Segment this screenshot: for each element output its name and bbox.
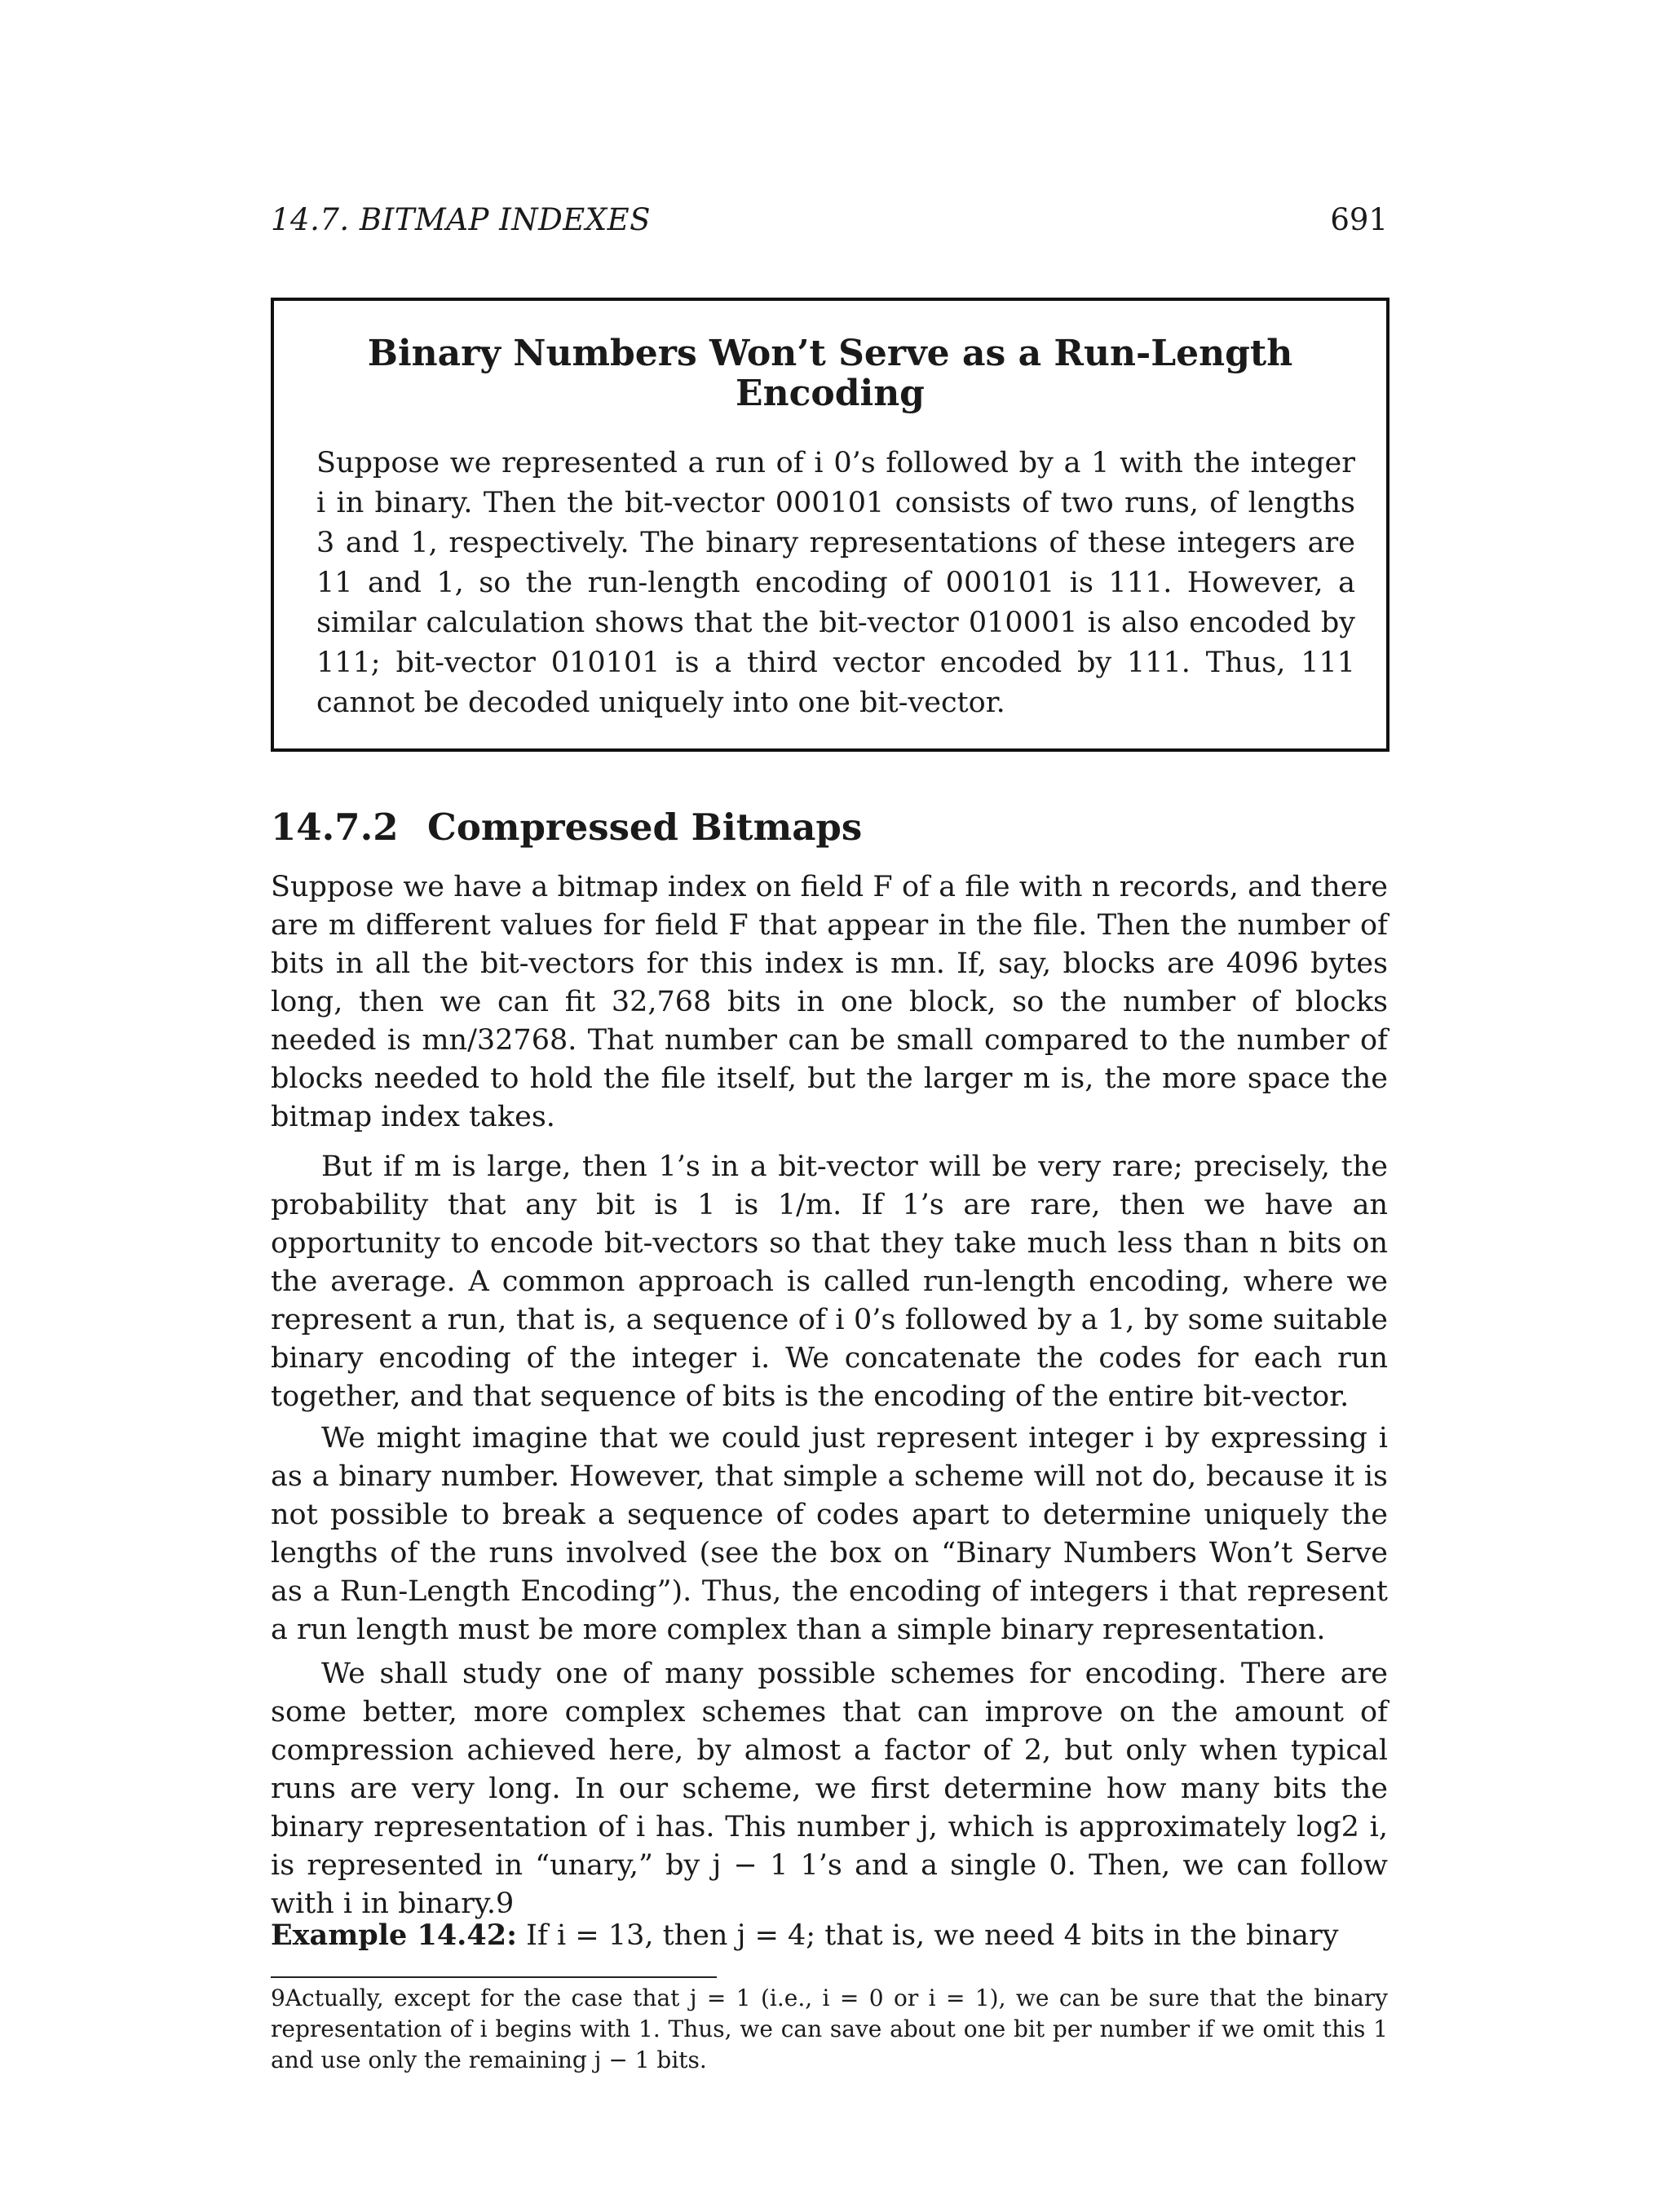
example-line [271, 1916, 1388, 1955]
paragraph-3: We might imagine that we could just represent integer i by expressing i as a binary number. However, that simple a scheme will not do, because it is not possible to break a sequence of codes apart to determine uniquely the lengths of the runs involved (see the box on “Binary Numbers Won’t Serve as a Run-Length Encoding”). Thus, the encoding of integers i that represent a run length must be more complex than a simple binary representation. [271, 1422, 1388, 1646]
page-number: 691 [1330, 202, 1388, 237]
example-text: If i = 13, then j = 4; that is, we need 4 bits in the binary [526, 1919, 1339, 1952]
section-title: Compressed Bitmaps [427, 806, 863, 849]
sidebar-box [271, 298, 1389, 752]
running-head: 14.7. BITMAP INDEXES [271, 202, 652, 237]
section-number: 14.7.2 [271, 806, 399, 849]
example-label: Example 14.42: [271, 1918, 517, 1952]
box-title [274, 333, 1386, 413]
footnote: 9Actually, except for the case that j = 1 (i.e., i = 0 or i = 1), we can be sure that the binary representation of i begins with 1. Thus, we can save about one bit per number if we omit this 1 and use only the remaining j − 1 bits. [271, 1985, 1388, 2073]
box-title-line-2: Encoding [736, 373, 925, 414]
section-heading [271, 806, 862, 849]
footnote-rule [271, 1976, 717, 1978]
box-body: Suppose we represented a run of i 0’s followed by a 1 with the integer i in binary. Then the bit-vector 000101 consists of two runs, of lengths 3 and 1, respectively. The binary representations of these integers are 11 and 1, so the run-length encoding of 000101 is 111. However, a similar calculation shows that the bit-vector 010001 is also encoded by 111; bit-vector 010101 is a third vector encoded by 111. Thus, 111 cannot be decoded uniquely into one bit-vector. [316, 447, 1355, 719]
paragraph-2: But if m is large, then 1’s in a bit-vector will be very rare; precisely, the probability that any bit is 1 is 1/m. If 1’s are rare, then we have an opportunity to encode bit-vectors so that they take much less than n bits on the average. A common approach is called run-length encoding, where we represent a run, that is, a sequence of i 0’s followed by a 1, by some suitable binary encoding of the integer i. We concatenate the codes for each run together, and that sequence of bits is the encoding of the entire bit-vector. [271, 1150, 1388, 1413]
paragraph-4: We shall study one of many possible schemes for encoding. There are some better, more complex schemes that can improve on the amount of compression achieved here, by almost a factor of 2, but only when typical runs are very long. In our scheme, we first determine how many bits the binary representation of i has. This number j, which is approximately log2 i, is represented in “unary,” by j − 1 1’s and a single 0. Then, we can follow with i in binary.9 [271, 1658, 1388, 1920]
box-title-line-1: Binary Numbers Won’t Serve as a Run-Length [367, 333, 1293, 374]
page-header [271, 202, 1388, 251]
paragraph-1: Suppose we have a bitmap index on field F of a file with n records, and there are m different values for field F that appear in the file. Then the number of bits in all the bit-vectors for this index is mn. If, say, blocks are 4096 bytes long, then we can fit 32,768 bits in one block, so the number of blocks needed is mn/32768. That number can be small compared to the number of blocks needed to hold the file itself, but the larger m is, the more space the bitmap index takes. [271, 871, 1388, 1133]
